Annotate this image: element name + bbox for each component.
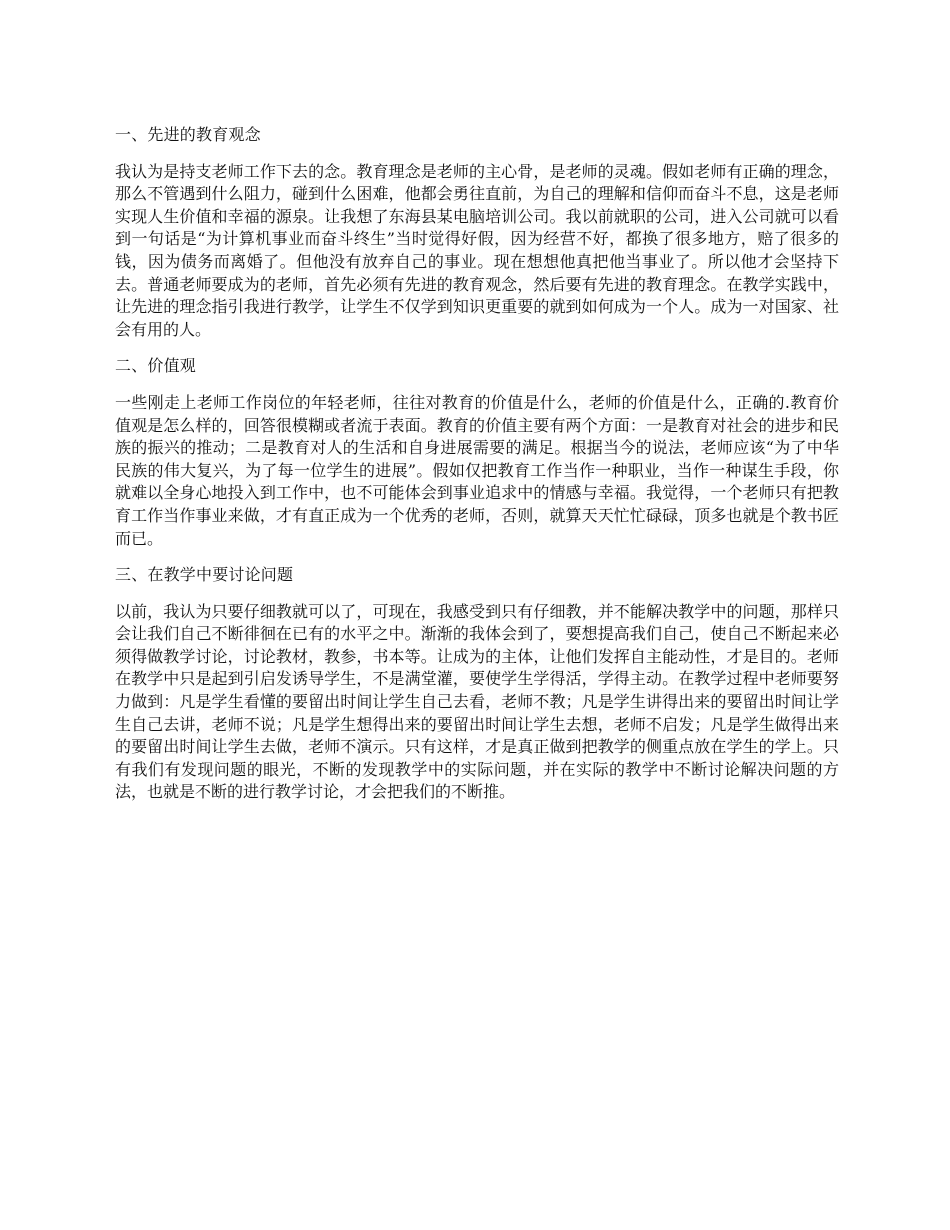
- document-page: [115, 124, 839, 818]
- section-2: [115, 355, 839, 550]
- section-heading: 一、先进的教育观念: [115, 125, 261, 144]
- section-paragraph: 以前，我认为只要仔细教就可以了，可现在，我感受到只有仔细教，并不能解决教学中的问题，那样只会让我们自己不断徘徊在已有的水平之中。渐渐的我体会到了，要想提高我们自己，使自己不断起来必须得做教学讨论，讨论教材，教参，书本等。让成为的主体，让他们发挥自主能动性，才是目的。老师在教学中只是起到引启发诱导学生，不是满堂灌，要使学生学得活，学得主动。在教学过程中老师要努力做到：凡是学生看懂的要留出时间让学生自己去看，老师不教；凡是学生讲得出来的要留出时间让学生自己去讲，老师不说；凡是学生想得出来的要留出时间让学生去想，老师不启发；凡是学生做得出来的要留出时间让学生去做，老师不演示。只有这样，才是真正做到把教学的侧重点放在学生的学上。只有我们有发现问题的眼光，不断的发现教学中的实际问题，并在实际的教学中不断讨论解决问题的方法，也就是不断的进行教学讨论，才会把我们的不断推。: [115, 601, 839, 802]
- section-3: [115, 564, 839, 804]
- section-1: [115, 124, 839, 341]
- section-heading: 三、在教学中要讨论问题: [115, 565, 294, 585]
- section-paragraph: 一些刚走上老师工作岗位的年轻老师，往往对教育的价值是什么，老师的价值是什么，正确的.教育价值观是怎么样的，回答很模糊或者流于表面。教育的价值主要有两个方面：一是教育对社会的进步和民族的振兴的推动；二是教育对人的生活和自身进展需要的满足。根据当今的说法，老师应该“为了中华民族的伟大复兴，为了每一位学生的进展”。假如仅把教育工作当作一种职业，当作一种谋生手段，你就难以全身心地投入到工作中，也不可能体会到事业追求中的情感与幸福。我觉得，一个老师只有把教育工作当作事业来做，才有直正成为一个优秀的老师，否则，就算天天忙忙碌碌，顶多也就是个教书匠而已。: [115, 392, 839, 548]
- section-paragraph: 我认为是持支老师工作下去的念。教育理念是老师的主心骨，是老师的灵魂。假如老师有正确的理念，那么不管遇到什么阻力，碰到什么困难，他都会勇往直前，为自己的理解和信仰而奋斗不息，这是老师实现人生价值和幸福的源泉。让我想了东海县某电脑培训公司。我以前就职的公司，进入公司就可以看到一句话是“为计算机事业而奋斗终生”当时觉得好假，因为经营不好，都换了很多地方，赔了很多的钱，因为债务而离婚了。但他没有放弃自己的事业。现在想想他真把他当事业了。所以他才会坚持下去。普通老师要成为的老师，首先必须有先进的教育观念，然后要有先进的教育理念。在教学实践中，让先进的理念指引我进行教学，让学生不仅学到知识更重要的就到如何成为一个人。成为一对国家、社会有用的人。: [115, 161, 839, 339]
- section-heading: 二、价值观: [115, 356, 197, 376]
